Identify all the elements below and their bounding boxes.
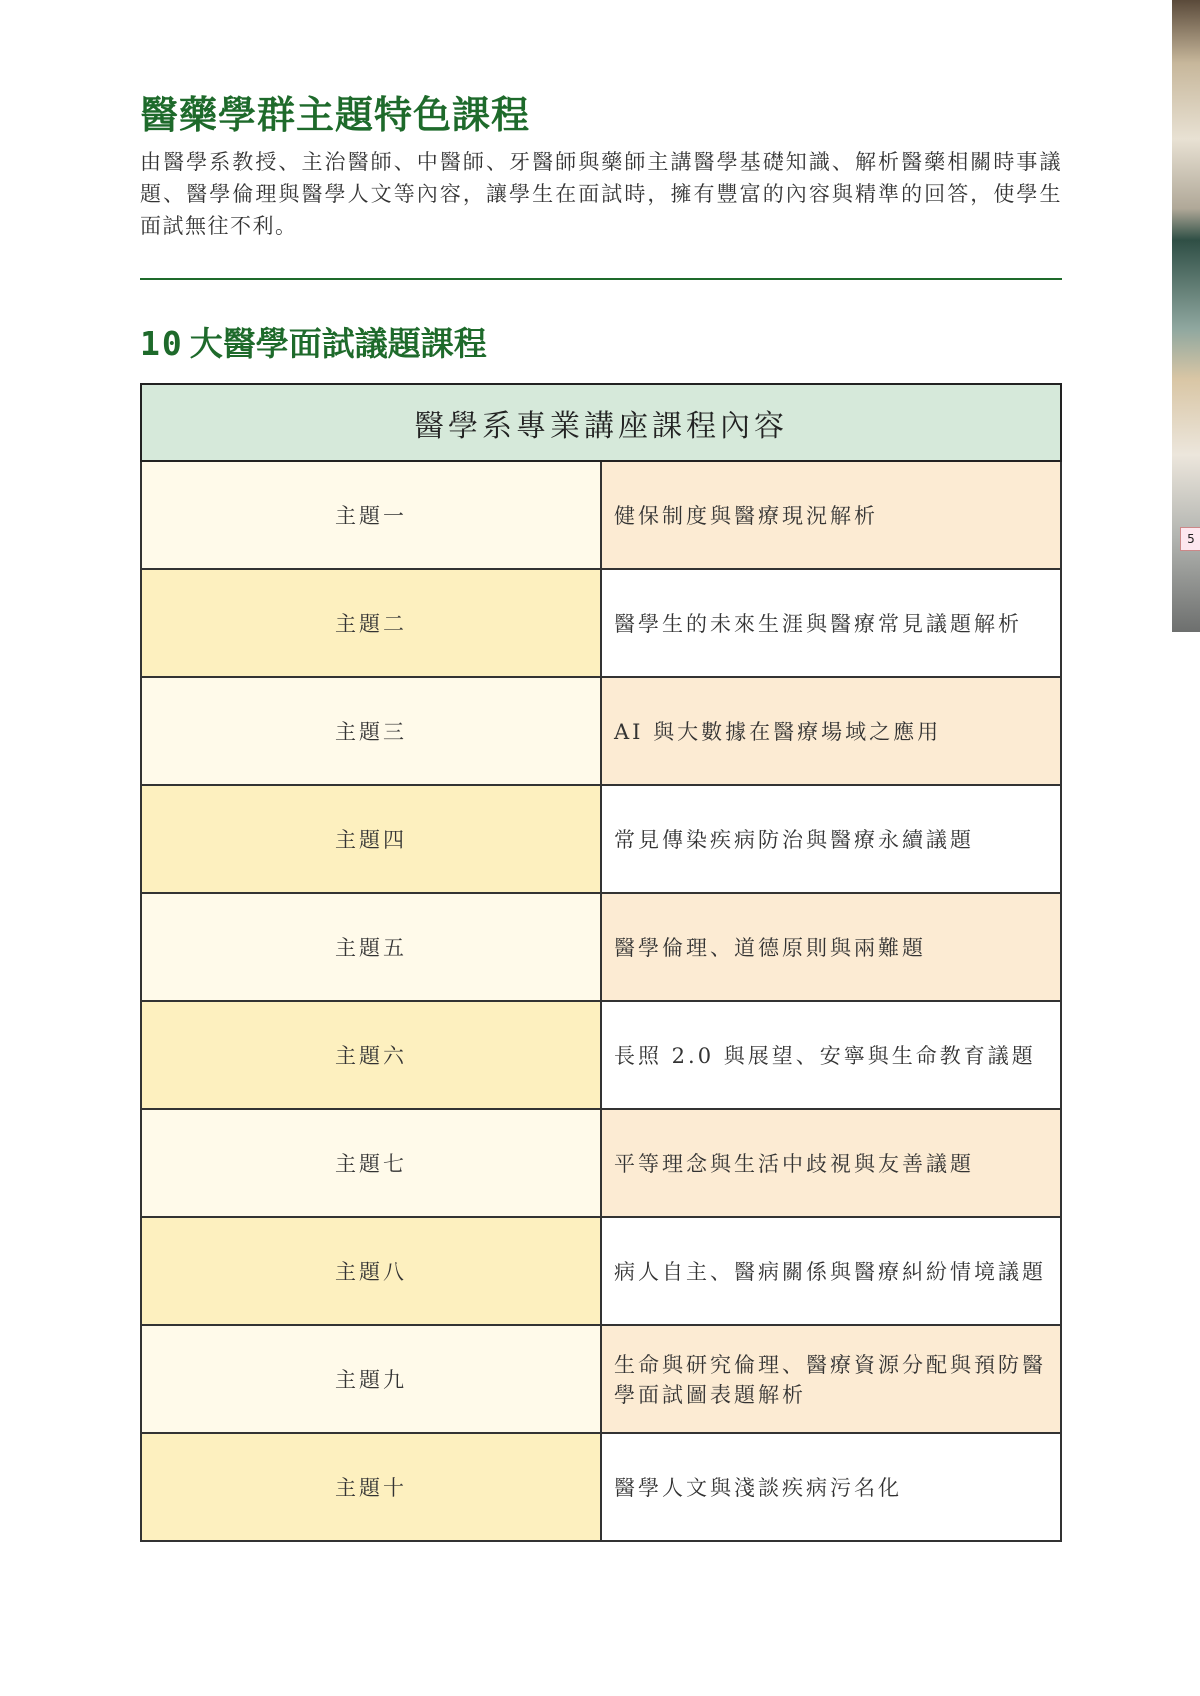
- table-row: [141, 1325, 1061, 1433]
- topic-label: 主題一: [141, 461, 601, 569]
- table-row: [141, 1001, 1061, 1109]
- page-title: 醫藥學群主題特色課程: [140, 93, 531, 137]
- table-row: [141, 1217, 1061, 1325]
- topic-label: 主題六: [141, 1001, 601, 1109]
- topic-label: 主題八: [141, 1217, 601, 1325]
- table-row: [141, 1109, 1061, 1217]
- topic-description: 醫學人文與淺談疾病污名化: [601, 1433, 1061, 1541]
- topic-label: 主題五: [141, 893, 601, 1001]
- table-row: [141, 677, 1061, 785]
- topic-description: 病人自主、醫病關係與醫療糾紛情境議題: [601, 1217, 1061, 1325]
- topic-label: 主題二: [141, 569, 601, 677]
- table-header: 醫學系專業講座課程內容: [141, 384, 1061, 461]
- topic-description: AI 與大數據在醫療場域之應用: [601, 677, 1061, 785]
- section-title: [140, 318, 487, 365]
- topic-description: 健保制度與醫療現況解析: [601, 461, 1061, 569]
- section-divider: [140, 278, 1062, 280]
- topic-description: 生命與研究倫理、醫療資源分配與預防醫學面試圖表題解析: [601, 1325, 1061, 1433]
- photo-number-badge: 5: [1180, 527, 1200, 551]
- topic-description: 長照 2.0 與展望、安寧與生命教育議題: [601, 1001, 1061, 1109]
- topic-description: 常見傳染疾病防治與醫療永續議題: [601, 785, 1061, 893]
- table-row: [141, 461, 1061, 569]
- topic-label: 主題九: [141, 1325, 601, 1433]
- table-row: [141, 569, 1061, 677]
- section-title-text: 大醫學面試議題課程: [189, 324, 487, 363]
- topic-description: 醫學倫理、道德原則與兩難題: [601, 893, 1061, 1001]
- table-header-row: [141, 384, 1061, 461]
- topic-description: 醫學生的未來生涯與醫療常見議題解析: [601, 569, 1061, 677]
- topic-label: 主題三: [141, 677, 601, 785]
- topic-label: 主題四: [141, 785, 601, 893]
- topic-label: 主題十: [141, 1433, 601, 1541]
- intro-paragraph: 由醫學系教授、主治醫師、中醫師、牙醫師與藥師主講醫學基礎知識、解析醫藥相關時事議題、醫學倫理與醫學人文等內容，讓學生在面試時，擁有豐富的內容與精準的回答，使學生面試無往不利。: [140, 150, 1062, 238]
- table-row: [141, 785, 1061, 893]
- section-number: 10: [140, 324, 184, 363]
- topic-label: 主題七: [141, 1109, 601, 1217]
- topic-description: 平等理念與生活中歧視與友善議題: [601, 1109, 1061, 1217]
- table-row: [141, 1433, 1061, 1541]
- table-row: [141, 893, 1061, 1001]
- course-table: [140, 383, 1062, 1542]
